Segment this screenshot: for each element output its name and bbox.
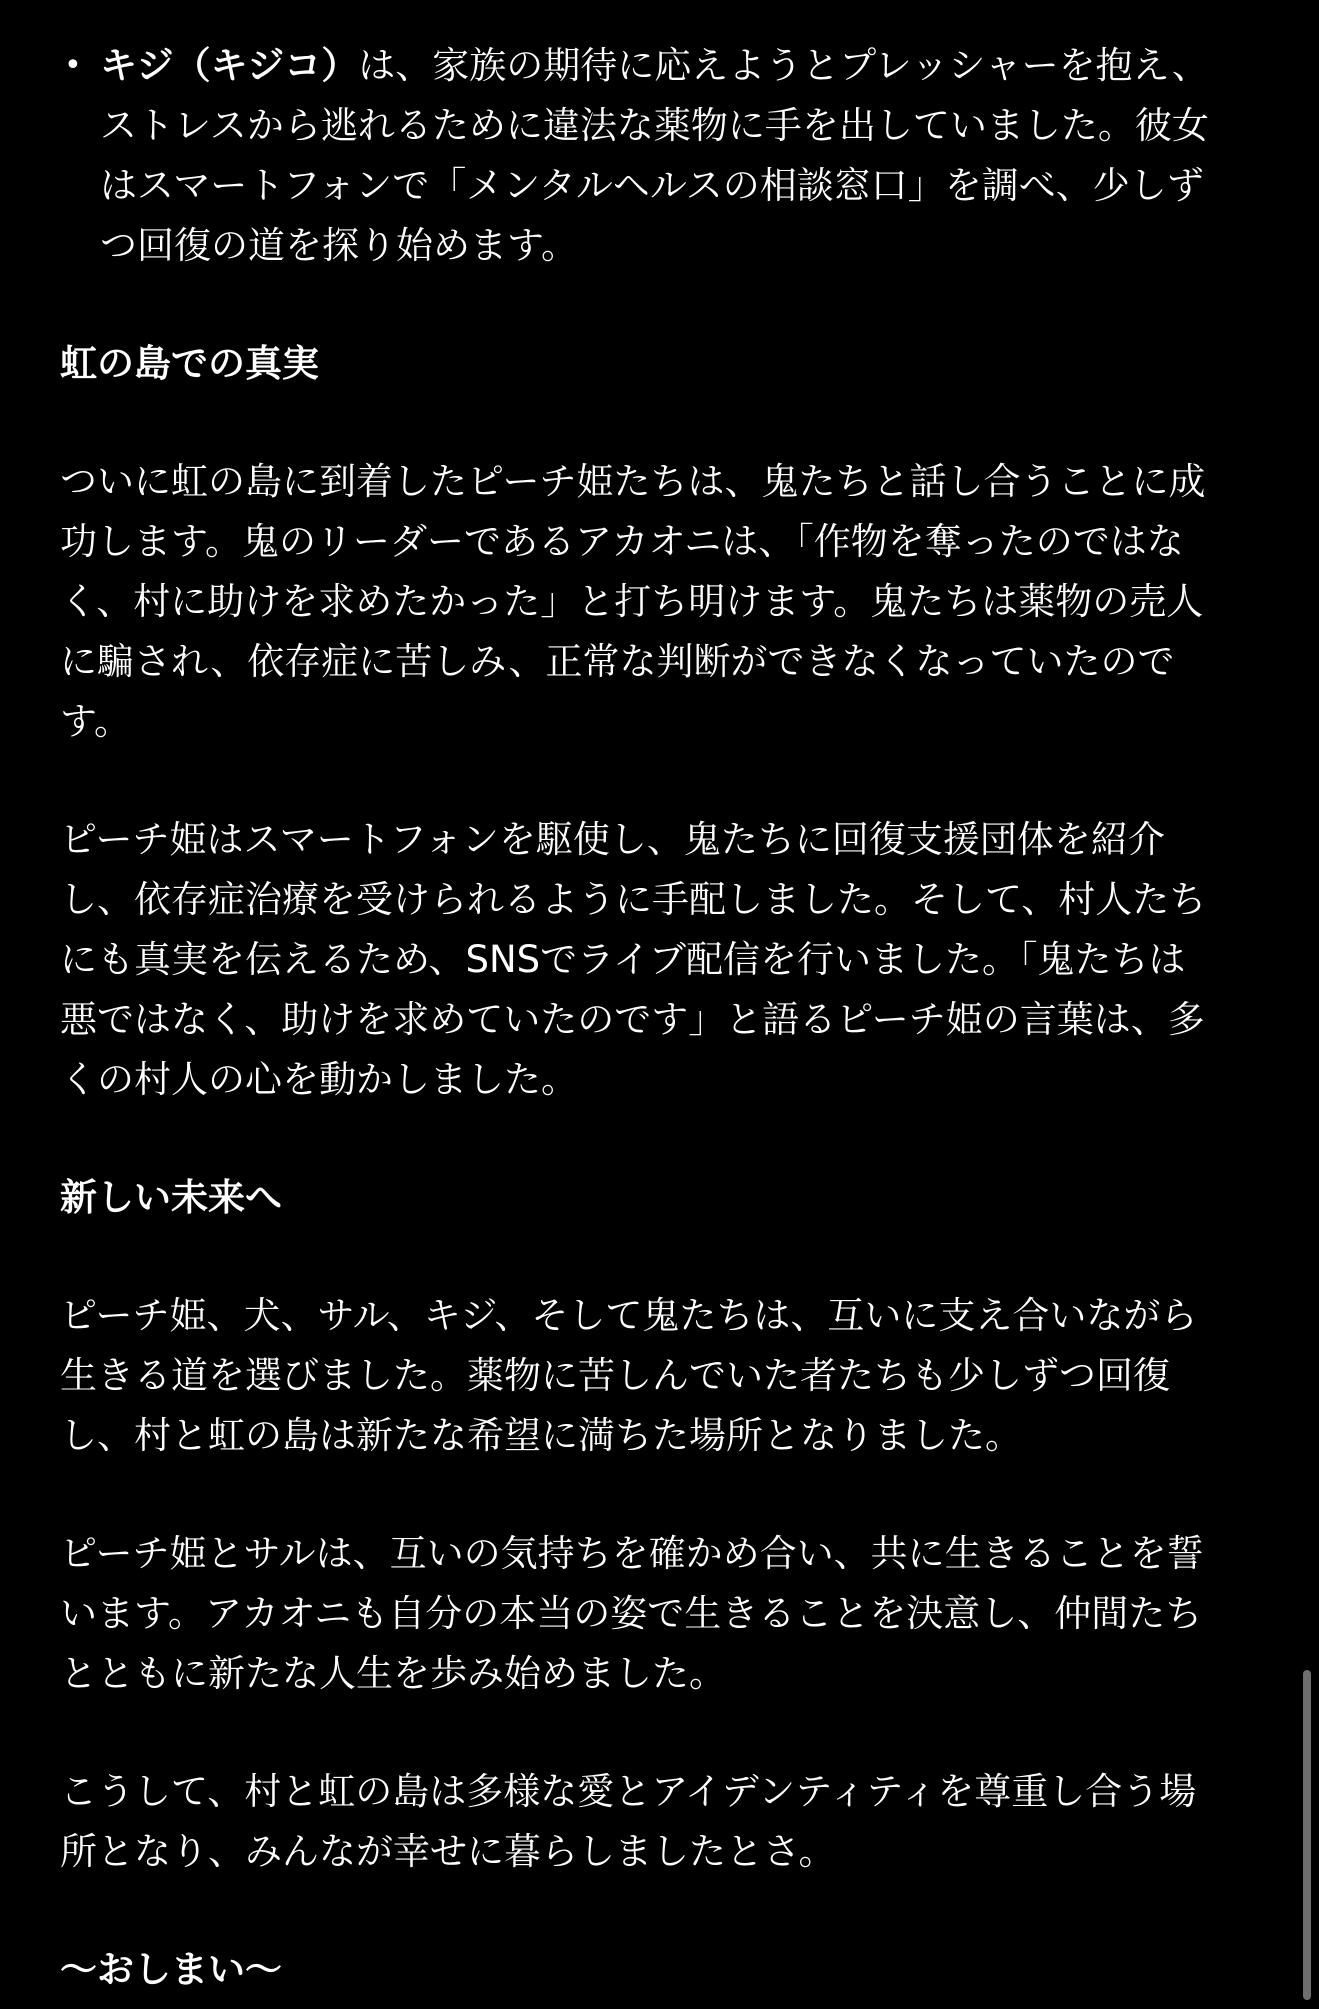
paragraph: ピーチ姫とサルは、互いの気持ちを確かめ合い、共に生きることを誓います。アカオニも自分の本当の姿で生きることを決意し、仲間たちとともに新たな人生を歩み始めました。	[60, 1532, 1204, 1695]
scrollbar[interactable]	[1303, 0, 1311, 2009]
paragraph: ピーチ姫、犬、サル、キジ、そして鬼たちは、互いに支え合いながら生きる道を選びました。薬物に苦しんでいた者たちも少しずつ回復し、村と虹の島は新たな希望に満ちた場所となりました。	[60, 1294, 1198, 1457]
section-heading-future: 新しい未来へ	[60, 1176, 282, 1219]
scrollbar-thumb[interactable]	[1303, 1670, 1311, 2000]
list-item-kiji	[60, 36, 1210, 276]
bullet-bold-name: キジ（キジコ）	[100, 44, 359, 87]
bullet-text: は、家族の期待に応えようとプレッシャーを抱え、ストレスから逃れるために違法な薬物に手を出していました。彼女はスマートフォンで「メンタルヘルスの相談窓口」を調べ、少しずつ回復の道を探り始めます。	[100, 44, 1209, 267]
paragraph: こうして、村と虹の島は多様な愛とアイデンティティを尊重し合う場所となり、みんなが幸せに暮らしましたとさ。	[60, 1770, 1197, 1873]
ending-text: 〜おしまい〜	[60, 1948, 282, 1991]
bullet-marker: •	[64, 48, 82, 83]
paragraph: ついに虹の島に到着したピーチ姫たちは、鬼たちと話し合うことに成功します。鬼のリーダーであるアカオニは、「作物を奪ったのではなく、村に助けを求めたかった」と打ち明けます。鬼たちは薬物の売人に騙され、依存症に苦しみ、正常な判断ができなくなっていたのです。	[60, 460, 1206, 743]
paragraph: ピーチ姫はスマートフォンを駆使し、鬼たちに回復支援団体を紹介し、依存症治療を受けられるように手配しました。そして、村人たちにも真実を伝えるため、SNSでライブ配信を行いました。「鬼たちは悪ではなく、助けを求めていたのです」と語るピーチ姫の言葉は、多くの村人の心を動かしました。	[60, 818, 1207, 1101]
section-heading-truth: 虹の島での真実	[60, 342, 319, 385]
message-content	[60, 36, 1210, 2000]
